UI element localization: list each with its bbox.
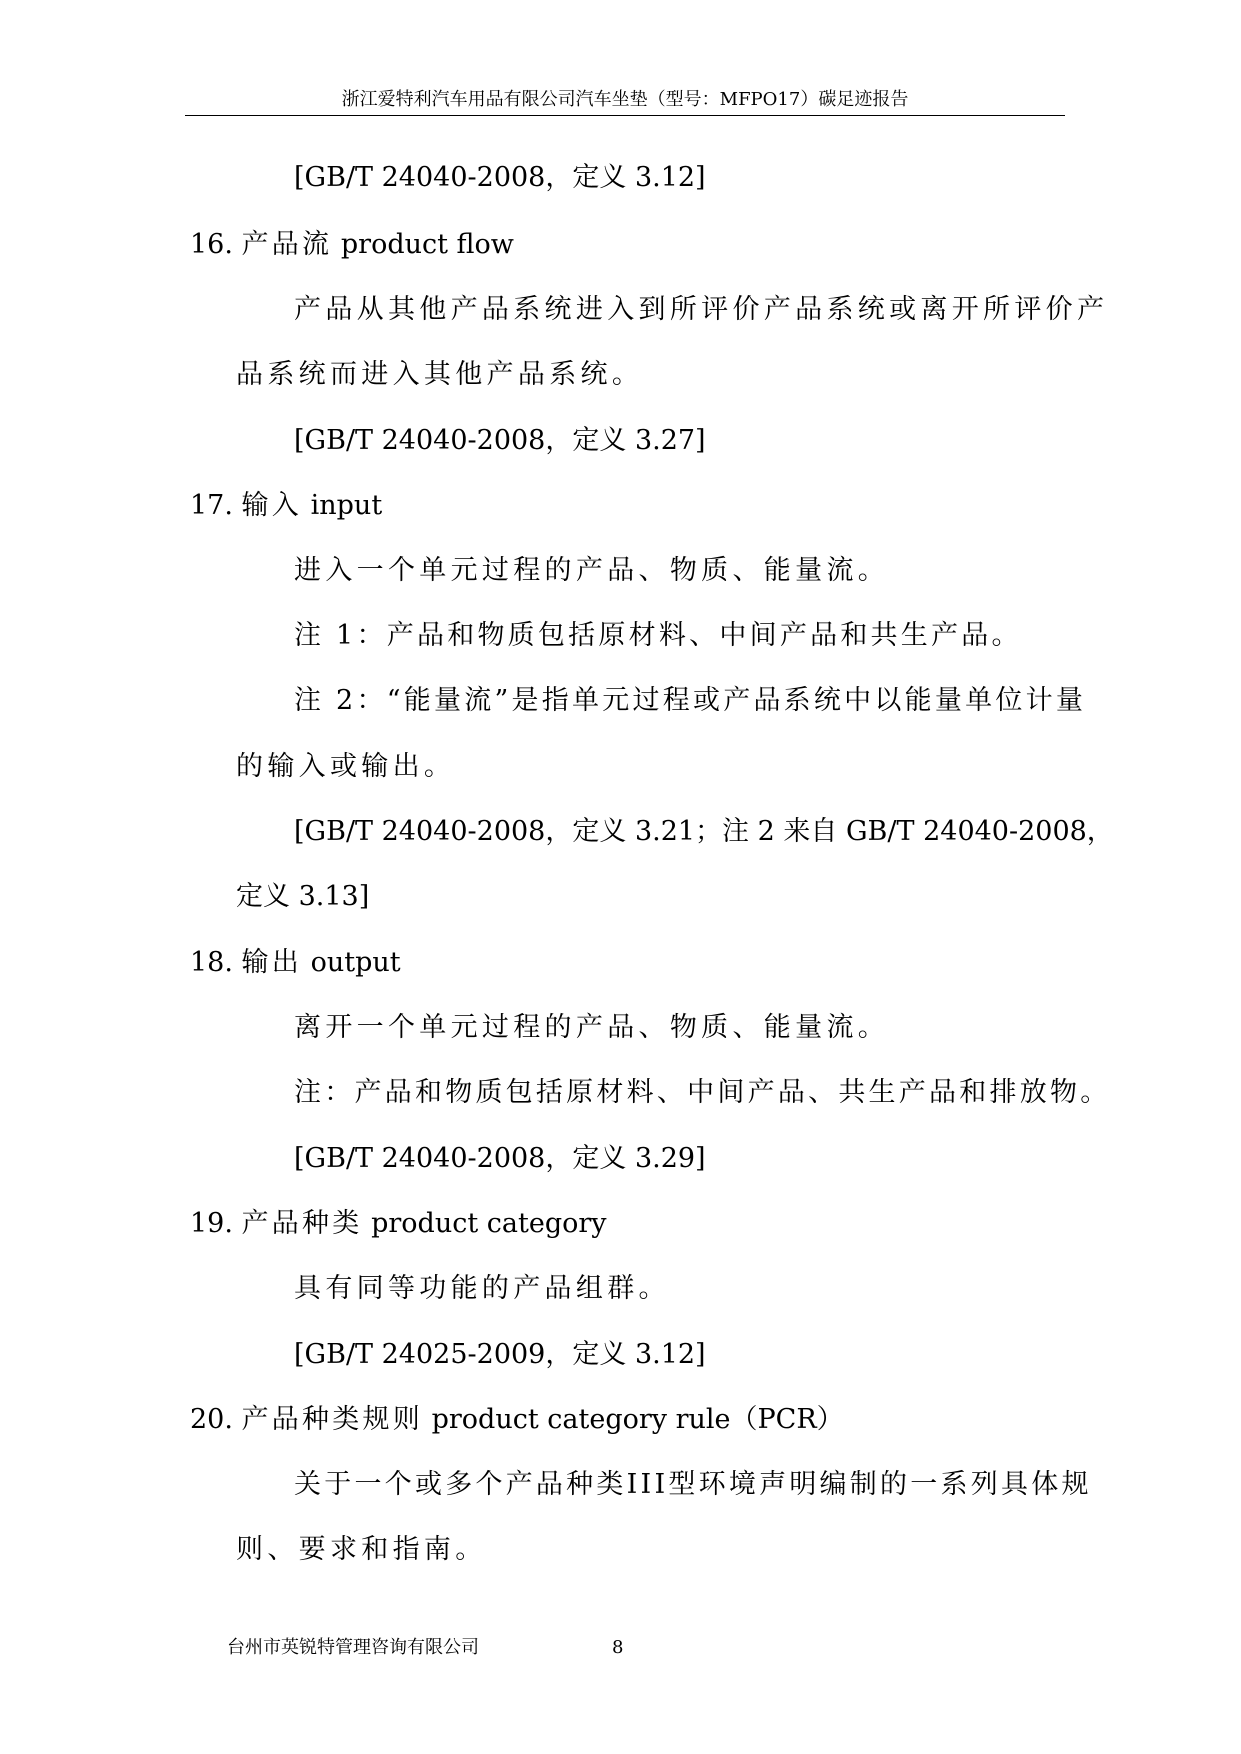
page-number: 8	[612, 1637, 624, 1658]
term-16-reference: [GB/T 24040-2008，定义 3.27]	[294, 425, 706, 456]
term-17-definition: 进入一个单元过程的产品、物质、能量流。	[294, 555, 890, 586]
term-chinese: 产品种类规则	[241, 1404, 423, 1435]
term-chinese: 输入	[241, 490, 303, 521]
term-19-definition: 具有同等功能的产品组群。	[294, 1273, 670, 1304]
term-18-heading	[190, 945, 401, 981]
term-20-definition-line-1: 关于一个或多个产品种类III型环境声明编制的一系列具体规	[294, 1469, 1092, 1500]
reference-3-12: [GB/T 24040-2008，定义 3.12]	[294, 162, 706, 193]
term-number: 20.	[190, 1404, 233, 1435]
term-20-heading	[190, 1402, 844, 1438]
term-18-note: 注：产品和物质包括原材料、中间产品、共生产品和排放物。	[294, 1077, 1111, 1108]
term-english: product flow	[340, 229, 514, 260]
header-divider	[185, 115, 1065, 116]
term-17-heading	[190, 488, 382, 524]
term-number: 16.	[190, 229, 233, 260]
term-19-reference: [GB/T 24025-2009，定义 3.12]	[294, 1339, 706, 1370]
term-16-definition-line-1: 产品从其他产品系统进入到所评价产品系统或离开所评价产	[294, 294, 1109, 325]
term-19-heading	[190, 1206, 607, 1242]
term-number: 19.	[190, 1208, 233, 1239]
term-english: input	[310, 490, 383, 521]
term-number: 17.	[190, 490, 233, 521]
term-17-note-1: 注 1：产品和物质包括原材料、中间产品和共生产品。	[294, 620, 1022, 651]
term-16-definition-line-2: 品系统而进入其他产品系统。	[236, 359, 644, 390]
term-17-note-2-line-1: 注 2：“能量流”是指单元过程或产品系统中以能量单位计量	[294, 685, 1087, 716]
term-18-reference: [GB/T 24040-2008，定义 3.29]	[294, 1143, 706, 1174]
term-16-heading	[190, 227, 514, 263]
term-18-definition: 离开一个单元过程的产品、物质、能量流。	[294, 1012, 890, 1043]
term-17-reference-line-1: [GB/T 24040-2008，定义 3.21；注 2 来自 GB/T 24040-2008，	[294, 816, 1114, 847]
term-chinese: 产品流	[241, 229, 333, 260]
term-number: 18.	[190, 947, 233, 978]
term-english: product category rule（PCR）	[431, 1404, 844, 1435]
page-header: 浙江爱特利汽车用品有限公司汽车坐垫（型号：MFPO17）碳足迹报告	[341, 89, 909, 110]
footer-company: 台州市英锐特管理咨询有限公司	[227, 1637, 479, 1658]
term-chinese: 输出	[241, 947, 303, 978]
term-17-note-2-line-2: 的输入或输出。	[236, 751, 456, 782]
term-english: product category	[371, 1208, 607, 1239]
term-17-reference-line-2: 定义 3.13]	[236, 881, 370, 912]
term-english: output	[310, 947, 401, 978]
term-chinese: 产品种类	[241, 1208, 363, 1239]
term-20-definition-line-2: 则、要求和指南。	[236, 1534, 487, 1565]
